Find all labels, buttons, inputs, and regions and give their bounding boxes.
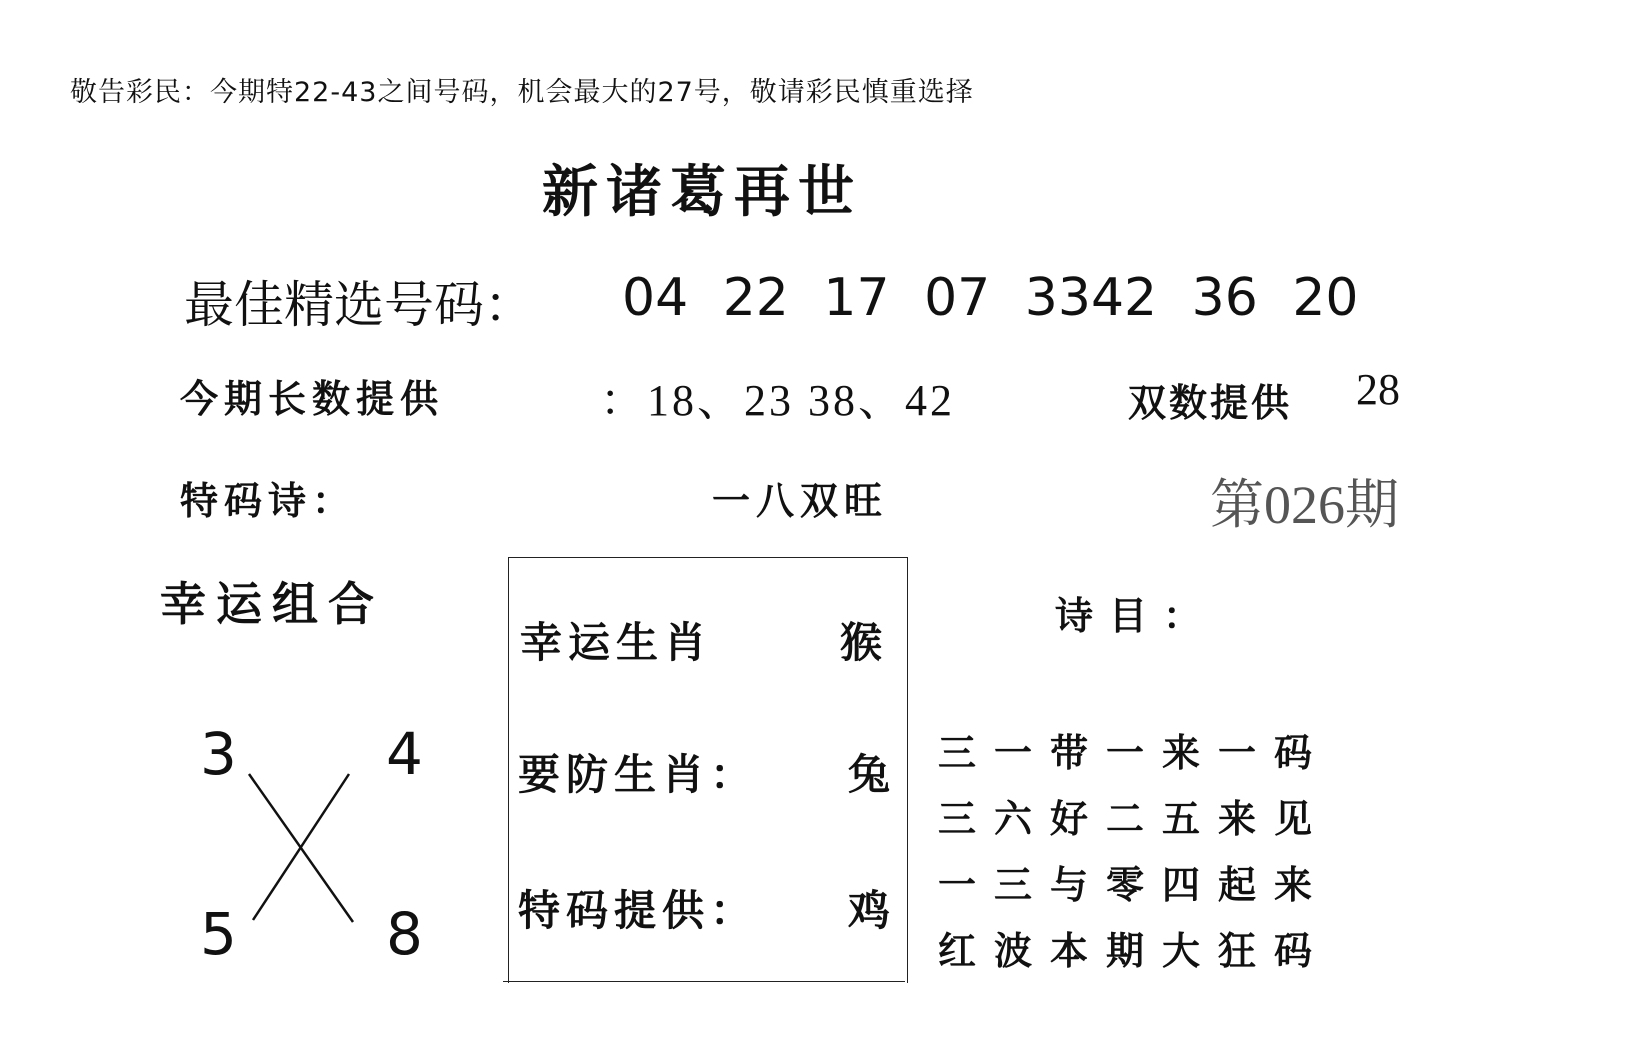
verse-label: 诗目：: [1055, 594, 1218, 638]
special-code-value: 鸡: [848, 886, 891, 935]
combo-number-top-right: 4: [386, 720, 423, 788]
issue-number: 第026期: [1210, 475, 1399, 535]
lucky-zodiac-label: 幸运生肖: [520, 618, 713, 667]
avoid-zodiac-label: 要防生肖：: [518, 750, 759, 799]
special-poem-label: 特码诗：: [180, 479, 357, 523]
verse-line: 三一带一来一码: [938, 733, 1331, 775]
long-numbers-label: 今期长数提供: [180, 377, 445, 421]
lucky-zodiac-value: 猴: [840, 618, 883, 667]
verse-line: 红波本期大狂码: [938, 931, 1331, 973]
combo-number-bottom-left: 5: [200, 900, 237, 968]
combo-number-top-left: 3: [200, 720, 237, 788]
avoid-zodiac-value: 兔: [848, 750, 891, 799]
double-numbers-label: 双数提供: [1128, 381, 1293, 425]
zodiac-box-bottom-border: [503, 981, 905, 982]
cross-line-b: [253, 774, 349, 920]
page-title: 新诸葛再世: [542, 162, 862, 224]
best-pick-numbers: 04 22 17 07 3342 36 20: [622, 268, 1359, 328]
verse-line: 三六好二五来见: [938, 799, 1331, 841]
verse-line: 一三与零四起来: [938, 865, 1331, 907]
lucky-combo-label: 幸运组合: [160, 577, 384, 631]
best-pick-label: 最佳精选号码：: [184, 276, 534, 334]
combo-cross-lines: [245, 770, 365, 930]
special-code-label: 特码提供：: [518, 886, 759, 935]
long-numbers-values: ：18、23 38、42: [600, 376, 955, 425]
notice-text: 敬告彩民：今期特22-43之间号码，机会最大的27号，敬请彩民慎重选择: [70, 77, 974, 108]
combo-number-bottom-right: 8: [386, 900, 423, 968]
special-poem-text: 一八双旺: [712, 479, 889, 523]
double-numbers-value: 28: [1356, 365, 1400, 414]
